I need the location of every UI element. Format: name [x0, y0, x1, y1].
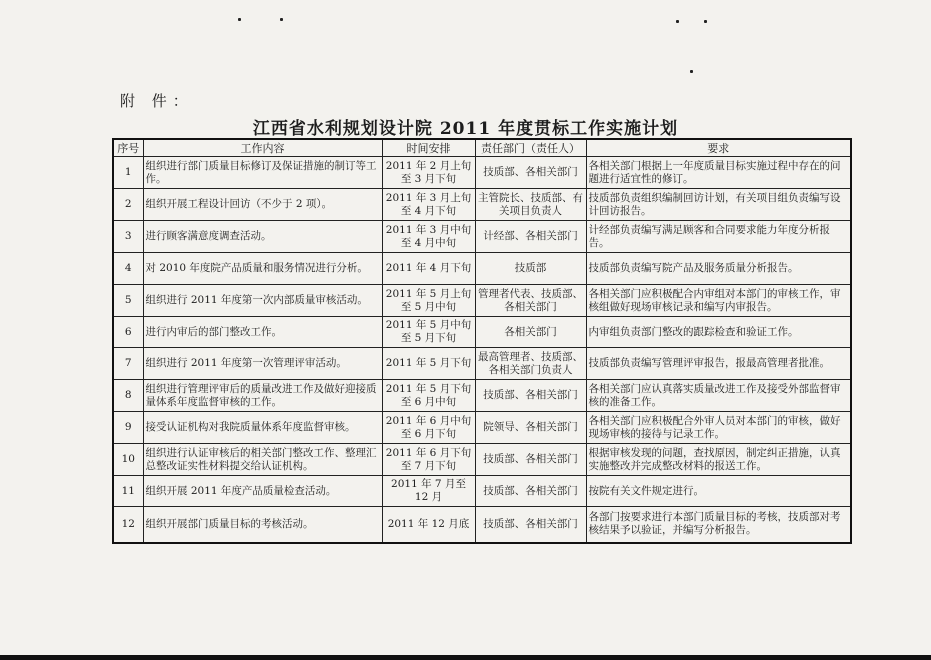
cell-dept: 技质部、各相关部门	[475, 507, 586, 543]
cell-content: 组织开展部门质量目标的考核活动。	[143, 507, 382, 543]
cell-req: 各相关部门应积极配合内审组对本部门的审核工作，审核组做好现场审核记录和编写内审报告。	[586, 285, 851, 317]
plan-table	[112, 138, 852, 544]
table-row	[113, 412, 851, 444]
table-row	[113, 444, 851, 476]
cell-no: 7	[113, 348, 143, 380]
cell-no: 11	[113, 476, 143, 507]
table-row	[113, 348, 851, 380]
cell-time: 2011 年 7 月至 12 月	[382, 476, 475, 507]
cell-content: 进行内审后的部门整改工作。	[143, 317, 382, 348]
scan-speck	[704, 20, 707, 23]
cell-no: 12	[113, 507, 143, 543]
cell-content: 对 2010 年度院产品质量和服务情况进行分析。	[143, 253, 382, 285]
cell-dept: 主管院长、技质部、有关项目负责人	[475, 189, 586, 221]
cell-dept: 管理者代表、技质部、各相关部门	[475, 285, 586, 317]
cell-content: 组织进行 2011 年度第一次内部质量审核活动。	[143, 285, 382, 317]
header-req: 要求	[586, 139, 851, 157]
table-row	[113, 157, 851, 189]
cell-content: 组织进行认证审核后的相关部门整改工作、整理汇总整改证实性材料提交给认证机构。	[143, 444, 382, 476]
document-title: 江西省水利规划设计院 2011 年度贯标工作实施计划	[252, 119, 679, 139]
cell-dept: 最高管理者、技质部、各相关部门负责人	[475, 348, 586, 380]
cell-time: 2011 年 5 月中旬至 5 月下旬	[382, 317, 475, 348]
cell-time: 2011 年 12 月底	[382, 507, 475, 543]
cell-no: 9	[113, 412, 143, 444]
cell-no: 4	[113, 253, 143, 285]
cell-content: 进行顾客满意度调查活动。	[143, 221, 382, 253]
cell-content: 组织进行部门质量目标修订及保证措施的制订等工作。	[143, 157, 382, 189]
table-row	[113, 507, 851, 543]
cell-no: 10	[113, 444, 143, 476]
header-no: 序号	[113, 139, 143, 157]
cell-time: 2011 年 5 月上旬至 5 月中旬	[382, 285, 475, 317]
cell-content: 接受认证机构对我院质量体系年度监督审核。	[143, 412, 382, 444]
header-time: 时间安排	[382, 139, 475, 157]
cell-req: 各相关部门应认真落实质量改进工作及接受外部监督审核的准备工作。	[586, 380, 851, 412]
cell-content: 组织开展 2011 年度产品质量检查活动。	[143, 476, 382, 507]
cell-dept: 技质部、各相关部门	[475, 157, 586, 189]
cell-no: 8	[113, 380, 143, 412]
table-header-row	[113, 139, 851, 157]
cell-time: 2011 年 6 月中旬至 6 月下旬	[382, 412, 475, 444]
cell-req: 各相关部门应积极配合外审人员对本部门的审核，做好现场审核的接待与记录工作。	[586, 412, 851, 444]
attachment-label: 附 件：	[120, 92, 194, 110]
cell-dept: 计经部、各相关部门	[475, 221, 586, 253]
scan-speck	[676, 20, 679, 23]
scan-speck	[690, 70, 693, 73]
cell-req: 内审组负责部门整改的跟踪检查和验证工作。	[586, 317, 851, 348]
cell-req: 计经部负责编写满足顾客和合同要求能力年度分析报告。	[586, 221, 851, 253]
table-row	[113, 221, 851, 253]
cell-time: 2011 年 3 月上旬至 4 月下旬	[382, 189, 475, 221]
cell-no: 3	[113, 221, 143, 253]
scan-edge	[0, 655, 931, 660]
table-row	[113, 285, 851, 317]
cell-time: 2011 年 5 月下旬	[382, 348, 475, 380]
cell-content: 组织进行 2011 年度第一次管理评审活动。	[143, 348, 382, 380]
cell-dept: 技质部、各相关部门	[475, 380, 586, 412]
cell-time: 2011 年 2 月上旬至 3 月下旬	[382, 157, 475, 189]
cell-content: 组织开展工程设计回访（不少于 2 项）。	[143, 189, 382, 221]
cell-no: 6	[113, 317, 143, 348]
cell-req: 技质部负责编写管理评审报告，报最高管理者批准。	[586, 348, 851, 380]
cell-content: 组织进行管理评审后的质量改进工作及做好迎接质量体系年度监督审核的工作。	[143, 380, 382, 412]
scan-speck	[238, 18, 241, 21]
cell-no: 2	[113, 189, 143, 221]
cell-time: 2011 年 5 月下旬至 6 月中旬	[382, 380, 475, 412]
cell-dept: 技质部	[475, 253, 586, 285]
cell-req: 各部门按要求进行本部门质量目标的考核，技质部对考核结果予以验证，并编写分析报告。	[586, 507, 851, 543]
cell-req: 根据审核发现的问题，查找原因，制定纠正措施，认真实施整改并完成整改材料的报送工作。	[586, 444, 851, 476]
cell-req: 技质部负责组织编制回访计划，有关项目组负责编写设计回访报告。	[586, 189, 851, 221]
table-row	[113, 253, 851, 285]
cell-dept: 各相关部门	[475, 317, 586, 348]
cell-time: 2011 年 6 月下旬至 7 月下旬	[382, 444, 475, 476]
cell-no: 1	[113, 157, 143, 189]
cell-dept: 院领导、各相关部门	[475, 412, 586, 444]
table-row	[113, 317, 851, 348]
cell-time: 2011 年 3 月中旬至 4 月中旬	[382, 221, 475, 253]
cell-time: 2011 年 4 月下旬	[382, 253, 475, 285]
cell-req: 技质部负责编写院产品及服务质量分析报告。	[586, 253, 851, 285]
table-row	[113, 189, 851, 221]
header-dept: 责任部门（责任人）	[475, 139, 586, 157]
cell-req: 按院有关文件规定进行。	[586, 476, 851, 507]
cell-dept: 技质部、各相关部门	[475, 444, 586, 476]
cell-req: 各相关部门根据上一年度质量目标实施过程中存在的问题进行适宜性的修订。	[586, 157, 851, 189]
scan-speck	[280, 18, 283, 21]
header-content: 工作内容	[143, 139, 382, 157]
cell-no: 5	[113, 285, 143, 317]
cell-dept: 技质部、各相关部门	[475, 476, 586, 507]
table-row	[113, 476, 851, 507]
table-row	[113, 380, 851, 412]
